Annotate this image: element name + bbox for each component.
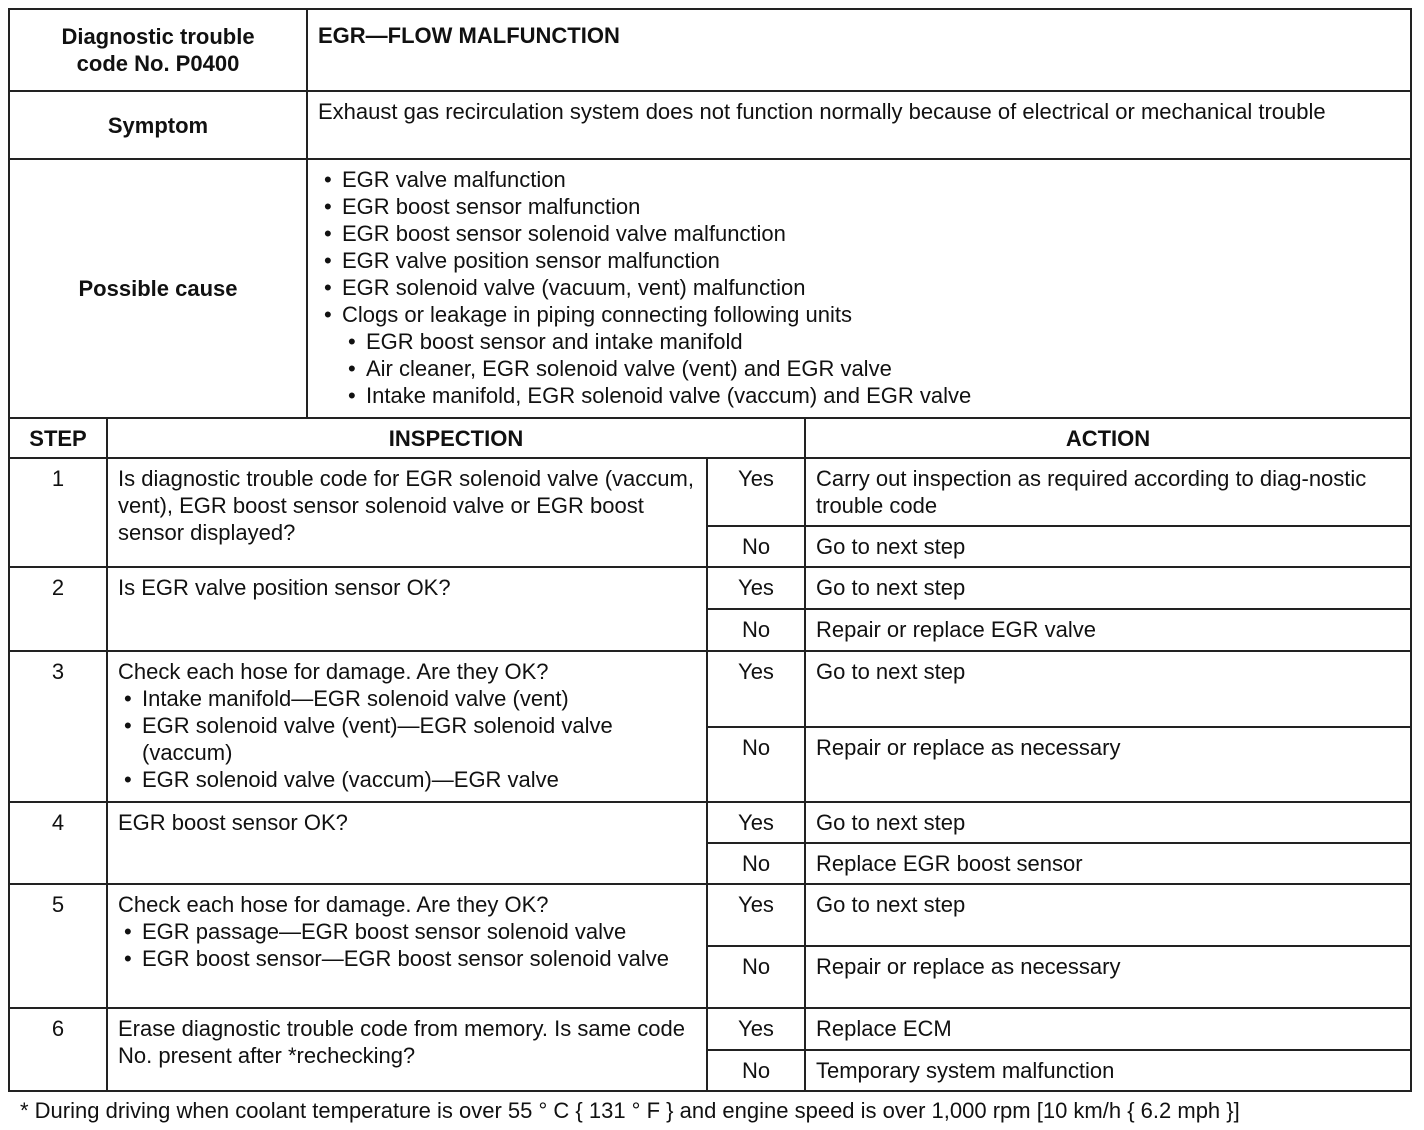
yes-label: Yes bbox=[707, 651, 805, 727]
step-row bbox=[9, 1008, 1411, 1050]
header-table bbox=[8, 8, 1412, 419]
step-number: 1 bbox=[9, 458, 107, 567]
cause-item: • EGR valve malfunction bbox=[318, 166, 1400, 193]
step-row bbox=[9, 567, 1411, 609]
no-action: Repair or replace as necessary bbox=[805, 946, 1411, 1008]
yes-label: Yes bbox=[707, 567, 805, 609]
sub-cause-item: • EGR boost sensor and intake manifold bbox=[342, 328, 1400, 355]
yes-action: Go to next step bbox=[805, 802, 1411, 843]
step-question: EGR boost sensor OK? bbox=[107, 802, 707, 884]
yes-action: Go to next step bbox=[805, 567, 1411, 609]
inspection-col-header: INSPECTION bbox=[107, 418, 805, 458]
step-row bbox=[9, 884, 1411, 946]
step-number: 3 bbox=[9, 651, 107, 802]
cause-item: • EGR valve position sensor malfunction bbox=[318, 247, 1400, 274]
step-bullet: • EGR solenoid valve (vent)—EGR solenoid valve (vaccum) bbox=[118, 712, 696, 766]
no-label: No bbox=[707, 1050, 805, 1091]
no-label: No bbox=[707, 843, 805, 884]
cause-item bbox=[318, 301, 1400, 409]
yes-action: Replace ECM bbox=[805, 1008, 1411, 1050]
no-action: Repair or replace as necessary bbox=[805, 727, 1411, 802]
yes-action: Carry out inspection as required according to diag-nostic trouble code bbox=[805, 458, 1411, 526]
cause-list bbox=[318, 166, 1400, 409]
step-row bbox=[9, 458, 1411, 526]
no-action: Temporary system malfunction bbox=[805, 1050, 1411, 1091]
no-label: No bbox=[707, 609, 805, 651]
step-number: 2 bbox=[9, 567, 107, 651]
dtc-label: Diagnostic trouble code No. P0400 bbox=[9, 9, 307, 91]
step-bullet: • EGR boost sensor—EGR boost sensor solenoid valve bbox=[118, 945, 696, 972]
step-row bbox=[9, 802, 1411, 843]
sub-cause-item: • Air cleaner, EGR solenoid valve (vent) and EGR valve bbox=[342, 355, 1400, 382]
step-number: 4 bbox=[9, 802, 107, 884]
step-question: Erase diagnostic trouble code from memory. Is same code No. present after *rechecking? bbox=[107, 1008, 707, 1091]
no-label: No bbox=[707, 946, 805, 1008]
step-inspection bbox=[107, 884, 707, 1008]
step-bullet: • Intake manifold—EGR solenoid valve (vent) bbox=[118, 685, 696, 712]
symptom-label: Symptom bbox=[9, 91, 307, 159]
cause-item: • EGR boost sensor malfunction bbox=[318, 193, 1400, 220]
step-number: 5 bbox=[9, 884, 107, 1008]
yes-action: Go to next step bbox=[805, 651, 1411, 727]
yes-label: Yes bbox=[707, 802, 805, 843]
sub-cause-item: • Intake manifold, EGR solenoid valve (vaccum) and EGR valve bbox=[342, 382, 1400, 409]
yes-label: Yes bbox=[707, 884, 805, 946]
no-action: Repair or replace EGR valve bbox=[805, 609, 1411, 651]
step-question: Is EGR valve position sensor OK? bbox=[107, 567, 707, 651]
yes-action: Go to next step bbox=[805, 884, 1411, 946]
step-number: 6 bbox=[9, 1008, 107, 1091]
cause-row bbox=[9, 159, 1411, 418]
step-inspection bbox=[107, 651, 707, 802]
step-question: Check each hose for damage. Are they OK? bbox=[118, 892, 549, 917]
steps-table bbox=[8, 417, 1412, 1092]
step-bullets bbox=[118, 918, 696, 972]
yes-label: Yes bbox=[707, 1008, 805, 1050]
cause-item-text: Clogs or leakage in piping connecting following units bbox=[342, 302, 852, 327]
no-action: Replace EGR boost sensor bbox=[805, 843, 1411, 884]
no-label: No bbox=[707, 727, 805, 802]
symptom-row bbox=[9, 91, 1411, 159]
no-label: No bbox=[707, 526, 805, 567]
footnote: * During driving when coolant temperature is over 55 ° C { 131 ° F } and engine speed is over 1,000 rpm [10 km/h { 6.2 mph }] bbox=[20, 1098, 1240, 1123]
step-question: Check each hose for damage. Are they OK? bbox=[118, 659, 549, 684]
action-col-header: ACTION bbox=[805, 418, 1411, 458]
no-action: Go to next step bbox=[805, 526, 1411, 567]
cause-list-cell bbox=[307, 159, 1411, 418]
cause-label: Possible cause bbox=[9, 159, 307, 418]
step-bullet: • EGR passage—EGR boost sensor solenoid valve bbox=[118, 918, 696, 945]
step-col-header: STEP bbox=[9, 418, 107, 458]
column-header-row bbox=[9, 418, 1411, 458]
step-question: Is diagnostic trouble code for EGR solenoid valve (vaccum, vent), EGR boost sensor solenoid valve or EGR boost sensor displayed? bbox=[107, 458, 707, 567]
document-page bbox=[8, 8, 1410, 1124]
dtc-title: EGR—FLOW MALFUNCTION bbox=[307, 9, 1411, 91]
cause-item: • EGR solenoid valve (vacuum, vent) malfunction bbox=[318, 274, 1400, 301]
step-bullets bbox=[118, 685, 696, 793]
step-row bbox=[9, 651, 1411, 727]
dtc-row bbox=[9, 9, 1411, 91]
sub-cause-list bbox=[342, 328, 1400, 409]
yes-label: Yes bbox=[707, 458, 805, 526]
cause-item: • EGR boost sensor solenoid valve malfunction bbox=[318, 220, 1400, 247]
step-bullet: • EGR solenoid valve (vaccum)—EGR valve bbox=[118, 766, 696, 793]
symptom-text: Exhaust gas recirculation system does not function normally because of electrical or mechanical trouble bbox=[307, 91, 1411, 159]
